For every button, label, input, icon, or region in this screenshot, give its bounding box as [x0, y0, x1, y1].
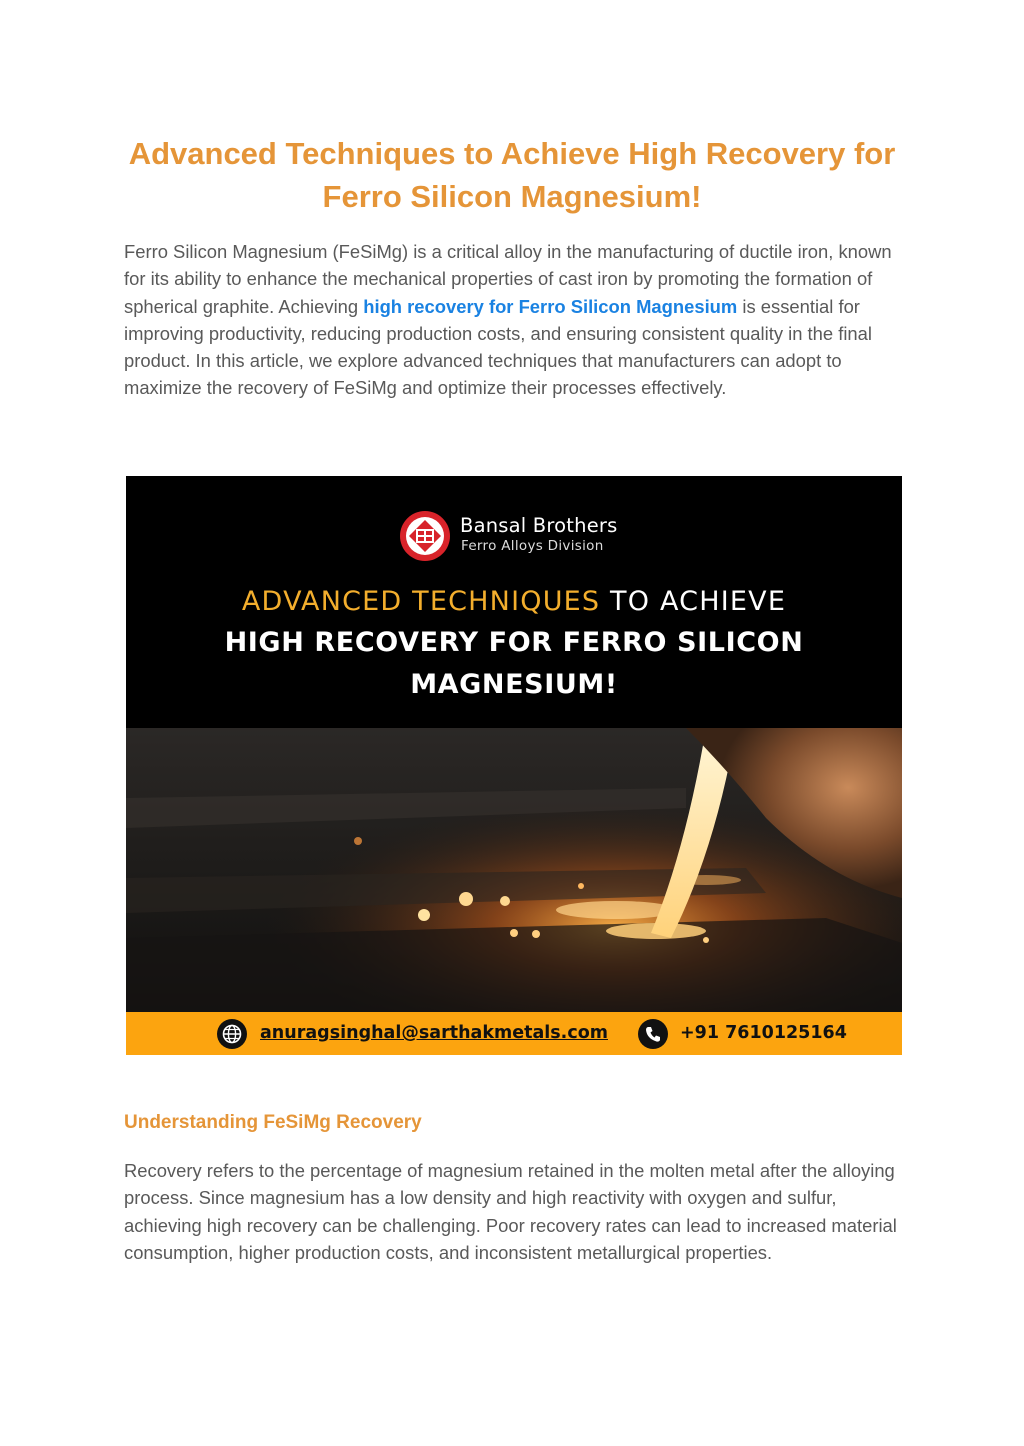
globe-icon — [217, 1019, 247, 1049]
section-heading: Understanding FeSiMg Recovery — [124, 1112, 422, 1133]
headline-line-2: HIGH RECOVERY FOR FERRO SILICON — [224, 627, 804, 658]
brand-name: Bansal Brothers — [460, 514, 618, 537]
banner-header — [126, 476, 902, 728]
bansal-logo-icon — [399, 510, 451, 562]
headline-accent: ADVANCED TECHNIQUES — [241, 586, 601, 617]
intro-paragraph — [124, 238, 904, 402]
brand-subtitle: Ferro Alloys Division — [461, 538, 604, 554]
contact-email-link[interactable]: anuragsinghal@sarthakmetals.com — [260, 1023, 608, 1043]
article-banner-image — [126, 476, 902, 1055]
headline-line-3: MAGNESIUM! — [410, 669, 618, 700]
contact-bar — [126, 1012, 902, 1055]
page-title: Advanced Techniques to Achieve High Recovery for Ferro Silicon Magnesium! — [128, 136, 896, 214]
recovery-paragraph: Recovery refers to the percentage of magnesium retained in the molten metal after the alloying process. Since magnesium has a low density and high reactivity with oxygen and sulfur, achieving high recovery can be challenging. Poor recovery rates can lead to increased material consumption, higher production costs, and inconsistent metallurgical properties. — [124, 1160, 897, 1263]
phone-icon — [638, 1019, 668, 1049]
intro-text-start: Ferro Silicon Magnesium (FeSiMg) is a critical alloy in the manufacturing of ductile iron, known for its ability to enhance the mechanical properties of cast iron by promoting the formation of spherical graphite. Achieving — [124, 241, 892, 317]
headline-rest: TO ACHIEVE — [600, 586, 787, 617]
molten-metal-photo — [126, 728, 902, 1012]
banner-headline — [126, 582, 902, 706]
intro-text-end: is essential for improving productivity, reducing production costs, and ensuring consistent quality in the final product. In this article, we explore advanced techniques that manufacturers can adopt to maximize the recovery of FeSiMg and optimize their processes effectively. — [124, 295, 872, 399]
fesimg-recovery-link[interactable]: high recovery for Ferro Silicon Magnesium — [363, 295, 738, 317]
contact-phone[interactable]: +91 7610125164 — [680, 1023, 847, 1043]
